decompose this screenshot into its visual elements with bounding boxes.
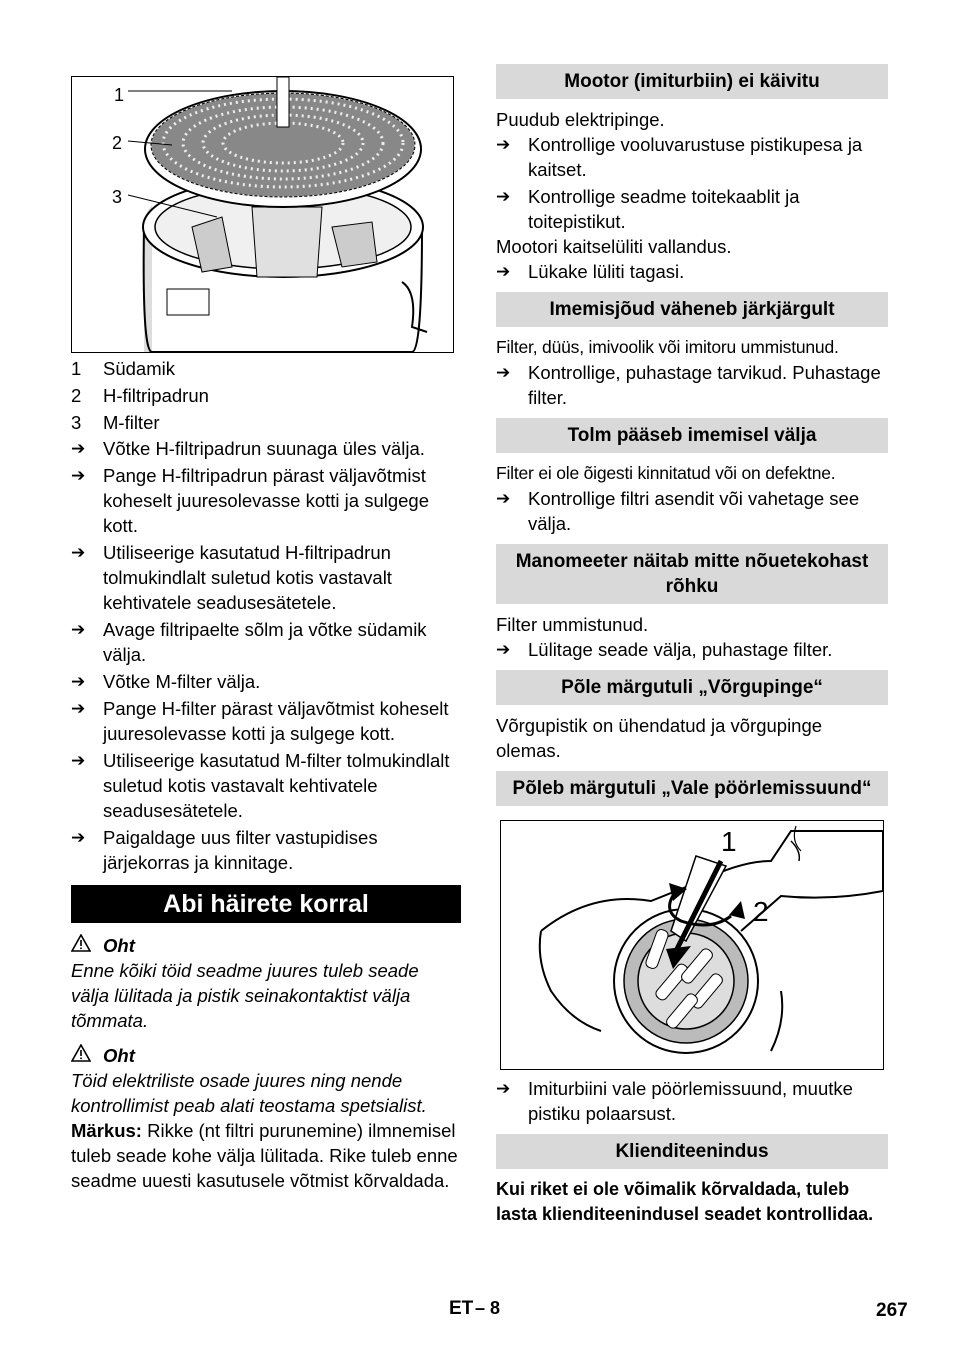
section-heading: Põleb märgutuli „Vale pöörlemissuund“ bbox=[496, 771, 888, 806]
instruction-step: ➔ Utiliseerige kasutatud H-filtripadrun tolmukindlalt suletud kotis vastavalt kehtivatele seadusesätetele. bbox=[71, 542, 392, 613]
instruction-step: ➔ Võtke H-filtripadrun suunaga üles välja. bbox=[71, 438, 425, 459]
callout-2: 2 bbox=[753, 896, 769, 927]
right-arrow-icon: ➔ bbox=[71, 751, 86, 770]
right-arrow-icon: ➔ bbox=[71, 620, 86, 639]
instruction-step: ➔ Kontrollige seadme toitekaablit ja toitepistikut. bbox=[496, 186, 800, 232]
right-arrow-icon: ➔ bbox=[71, 439, 86, 458]
instruction-step: ➔ Kontrollige, puhastage tarvikud. Puhastage filter. bbox=[496, 362, 881, 408]
legend-item: 2 H-filtripadrun bbox=[71, 385, 209, 406]
filter-illustration bbox=[72, 77, 453, 352]
callout-1: 1 bbox=[721, 826, 737, 857]
footer-language: ET bbox=[449, 1298, 474, 1319]
section-heading: Mootor (imiturbiin) ei käivitu bbox=[496, 64, 888, 99]
right-arrow-icon: ➔ bbox=[71, 699, 86, 718]
warning-text: Töid elektriliste osade juures ning nende kontrollimist peab alati teostama spetsialist. bbox=[71, 1070, 427, 1116]
warning-label: Oht bbox=[71, 933, 461, 958]
note-paragraph: Märkus: Rikke (nt filtri purunemine) ilmnemisel tuleb seade kohe välja lülitada. Rike tuleb enne seadme uuesti kasutusele võtmist kõrvaldada. bbox=[71, 1120, 458, 1191]
plug-illustration bbox=[501, 821, 883, 1069]
customer-service-paragraph: Kui riket ei ole võimalik kõrvaldada, tuleb lasta klienditeenindusel seadet kontrollidaa. bbox=[496, 1179, 874, 1224]
paragraph: Mootori kaitselüliti vallandus. bbox=[496, 236, 732, 257]
right-arrow-icon: ➔ bbox=[496, 135, 511, 154]
instruction-step: ➔ Avage filtripaelte sõlm ja võtke südamik välja. bbox=[71, 619, 427, 665]
right-arrow-icon: ➔ bbox=[496, 640, 511, 659]
right-arrow-icon: ➔ bbox=[71, 543, 86, 562]
section-heading: Imemisjõud väheneb järkjärgult bbox=[496, 292, 888, 327]
warning-label: Oht bbox=[71, 1043, 461, 1068]
warning-triangle-icon bbox=[71, 933, 103, 958]
instruction-step: ➔ Lükake lüliti tagasi. bbox=[496, 261, 685, 282]
right-arrow-icon: ➔ bbox=[71, 672, 86, 691]
footer-page-number: – 8 bbox=[475, 1298, 501, 1318]
footer-total-page: 267 bbox=[876, 1300, 908, 1321]
right-arrow-icon: ➔ bbox=[496, 1079, 511, 1098]
paragraph: Filter ummistunud. bbox=[496, 614, 649, 635]
instruction-step: ➔ Pange H-filter pärast väljavõtmist koheselt juuresolevasse kotti ja sulgege kott. bbox=[71, 698, 449, 744]
instruction-step: ➔ Kontrollige vooluvarustuse pistikupesa ja kaitset. bbox=[496, 134, 863, 180]
instruction-step: ➔ Võtke M-filter välja. bbox=[71, 671, 261, 692]
instruction-step: ➔ Kontrollige filtri asendit või vahetage see välja. bbox=[496, 488, 860, 534]
instruction-step: ➔ Pange H-filtripadrun pärast väljavõtmist koheselt juuresolevasse kotti ja sulgege kott. bbox=[71, 465, 429, 536]
section-heading: Klienditeenindus bbox=[496, 1134, 888, 1169]
section-heading: Manomeeter näitab mitte nõuetekohast rõhku bbox=[496, 544, 888, 604]
section-heading: Põle märgutuli „Võrgupinge“ bbox=[496, 670, 888, 705]
instruction-step: ➔ Lülitage seade välja, puhastage filter. bbox=[496, 639, 833, 660]
legend-item: 1 Südamik bbox=[71, 358, 175, 379]
instruction-step: ➔ Paigaldage uus filter vastupidises järjekorras ja kinnitage. bbox=[71, 827, 378, 873]
instruction-step: ➔ Utiliseerige kasutatud M-filter tolmukindlalt suletud kotis vastavalt kehtivatele seadusesätetele. bbox=[71, 750, 450, 821]
paragraph: Filter ei ole õigesti kinnitatud või on defektne. bbox=[496, 463, 836, 483]
right-arrow-icon: ➔ bbox=[496, 489, 511, 508]
filter-figure bbox=[71, 76, 454, 353]
paragraph: Võrgupistik on ühendatud ja võrgupinge olemas. bbox=[496, 715, 823, 761]
warning-triangle-icon bbox=[71, 1043, 103, 1068]
section-heading: Tolm pääseb imemisel välja bbox=[496, 418, 888, 453]
troubleshooting-heading: Abi häirete korral bbox=[71, 885, 461, 923]
right-arrow-icon: ➔ bbox=[71, 828, 86, 847]
figure-legend bbox=[71, 355, 461, 436]
paragraph: Puudub elektripinge. bbox=[496, 109, 665, 130]
callout-3: 3 bbox=[112, 187, 123, 207]
paragraph: Filter, düüs, imivoolik või imitoru ummistunud. bbox=[496, 337, 839, 357]
warning-text: Enne kõiki töid seadme juures tuleb seade välja lülitada ja pistik seinakontaktist välja tõmmata. bbox=[71, 960, 419, 1031]
left-column bbox=[71, 76, 461, 1193]
instruction-steps bbox=[71, 436, 461, 875]
right-arrow-icon: ➔ bbox=[496, 187, 511, 206]
callout-2: 2 bbox=[112, 133, 123, 153]
plug-polarity-figure bbox=[500, 820, 884, 1070]
callout-1: 1 bbox=[114, 85, 125, 105]
legend-item: 3 M-filter bbox=[71, 412, 160, 433]
right-arrow-icon: ➔ bbox=[496, 262, 511, 281]
right-arrow-icon: ➔ bbox=[71, 466, 86, 485]
right-arrow-icon: ➔ bbox=[496, 363, 511, 382]
instruction-step: ➔ Imiturbiini vale pöörlemissuund, muutke pistiku polaarsust. bbox=[496, 1078, 853, 1124]
right-column bbox=[496, 64, 888, 1227]
